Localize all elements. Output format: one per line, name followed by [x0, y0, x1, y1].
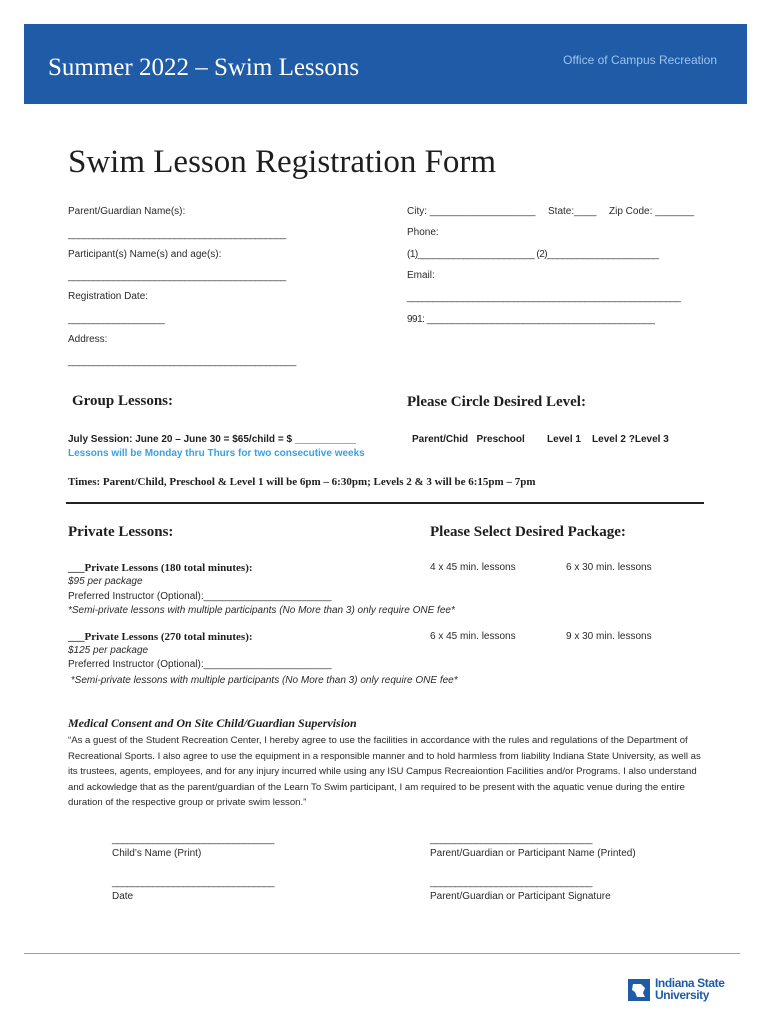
address-field[interactable]: _____________________________________________: [68, 356, 296, 367]
package-6x30[interactable]: 6 x 30 min. lessons: [566, 562, 652, 573]
private-180-option[interactable]: ___Private Lessons (180 total minutes):: [68, 562, 253, 574]
level-options[interactable]: Parent/Chid Preschool Level 1 Level 2 ?Level 3: [412, 434, 669, 445]
preferred-instructor-field[interactable]: Preferred Instructor (Optional):_______________________: [68, 659, 332, 670]
form-title: Swim Lesson Registration Form: [68, 144, 497, 180]
preferred-instructor-field[interactable]: Preferred Instructor (Optional):_______________________: [68, 591, 332, 602]
guardian-signature-line[interactable]: ________________________________: [430, 877, 592, 888]
logo-line-1: Indiana State: [655, 976, 725, 990]
private-270-price: $125 per package: [68, 645, 149, 656]
consent-heading: Medical Consent and On Site Child/Guardian Supervision: [68, 716, 357, 730]
office-name: Office of Campus Recreation: [563, 53, 717, 67]
package-9x30[interactable]: 9 x 30 min. lessons: [566, 631, 652, 642]
package-heading: Please Select Desired Package:: [430, 524, 626, 540]
child-name-label: Child’s Name (Print): [112, 848, 202, 859]
registration-date-field[interactable]: ___________________: [68, 314, 165, 325]
july-session-fee[interactable]: July Session: June 20 – June 30 = $65/child = $ ___________: [68, 434, 356, 445]
consent-text: “As a guest of the Student Recreation Center, I hereby agree to use the facilities in accordance with the rules and regulations of the Department of Recreational Sports. I also agree to use the equipment in a responsible manner and to hold harmless from liability Indiana State University, as well as its trustees, agents, employees, and for any injury incurred while using any ISU Campus Recreaiontion Facilities and/or Programs. I also understand and ackowledge that as the parent/guardian of the Learn To Swim participant, I am required to be present with the aquatic venue during the entire duration of the respective group or private swim lesson.”: [68, 735, 701, 808]
registration-date-label: Registration Date:: [68, 291, 149, 302]
semi-private-note: *Semi-private lessons with multiple participants (No More than 3) only require ONE fee*: [68, 675, 458, 686]
group-lessons-heading: Group Lessons:: [72, 393, 174, 409]
id-991-field[interactable]: 991: _____________________________________________: [407, 314, 655, 325]
lesson-times: Times: Parent/Child, Preschool & Level 1 will be 6pm – 6:30pm; Levels 2 & 3 will be 6:15pm – 7pm: [68, 476, 536, 488]
private-lessons-heading: Private Lessons:: [68, 524, 174, 540]
parent-name-label: Parent/Guardian Name(s):: [68, 206, 186, 217]
section-divider: [66, 502, 704, 504]
parent-name-field[interactable]: ___________________________________________: [68, 229, 286, 240]
private-270-option[interactable]: ___Private Lessons (270 total minutes):: [68, 631, 253, 643]
level-heading: Please Circle Desired Level:: [407, 394, 586, 410]
zip-code-field[interactable]: Zip Code: _______: [609, 206, 695, 217]
footer-divider: [24, 953, 740, 954]
email-field[interactable]: ______________________________________________________: [407, 292, 681, 303]
guardian-signature-label: Parent/Guardian or Participant Signature: [430, 891, 611, 902]
email-label: Email:: [407, 270, 435, 281]
semi-private-note: *Semi-private lessons with multiple participants (No More than 3) only require ONE fee*: [68, 605, 455, 616]
package-4x45[interactable]: 4 x 45 min. lessons: [430, 562, 516, 573]
address-label: Address:: [68, 334, 108, 345]
date-label: Date: [112, 891, 134, 902]
session-schedule-note: Lessons will be Monday thru Thurs for two consecutive weeks: [68, 448, 365, 459]
header-title: Summer 2022 – Swim Lessons: [48, 54, 360, 81]
participant-name-label: Participant(s) Name(s) and age(s):: [68, 249, 222, 260]
state-field[interactable]: State:____: [548, 206, 597, 217]
phone-label: Phone:: [407, 227, 439, 238]
private-180-price: $95 per package: [68, 576, 143, 587]
child-name-line[interactable]: ________________________________: [112, 834, 274, 845]
package-6x45[interactable]: 6 x 45 min. lessons: [430, 631, 516, 642]
guardian-name-line[interactable]: ________________________________: [430, 834, 592, 845]
university-logo-icon: [628, 979, 650, 1001]
participant-name-field[interactable]: ___________________________________________: [68, 271, 286, 282]
city-field[interactable]: City: ___________________: [407, 206, 536, 217]
date-line[interactable]: ________________________________: [112, 877, 274, 888]
guardian-name-label: Parent/Guardian or Participant Name (Printed): [430, 848, 636, 859]
phone-field[interactable]: (1)_______________________ (2)______________________: [407, 249, 659, 260]
logo-line-2: University: [655, 988, 710, 1002]
university-logo-text: [655, 977, 724, 1001]
header-banner: [24, 24, 747, 104]
